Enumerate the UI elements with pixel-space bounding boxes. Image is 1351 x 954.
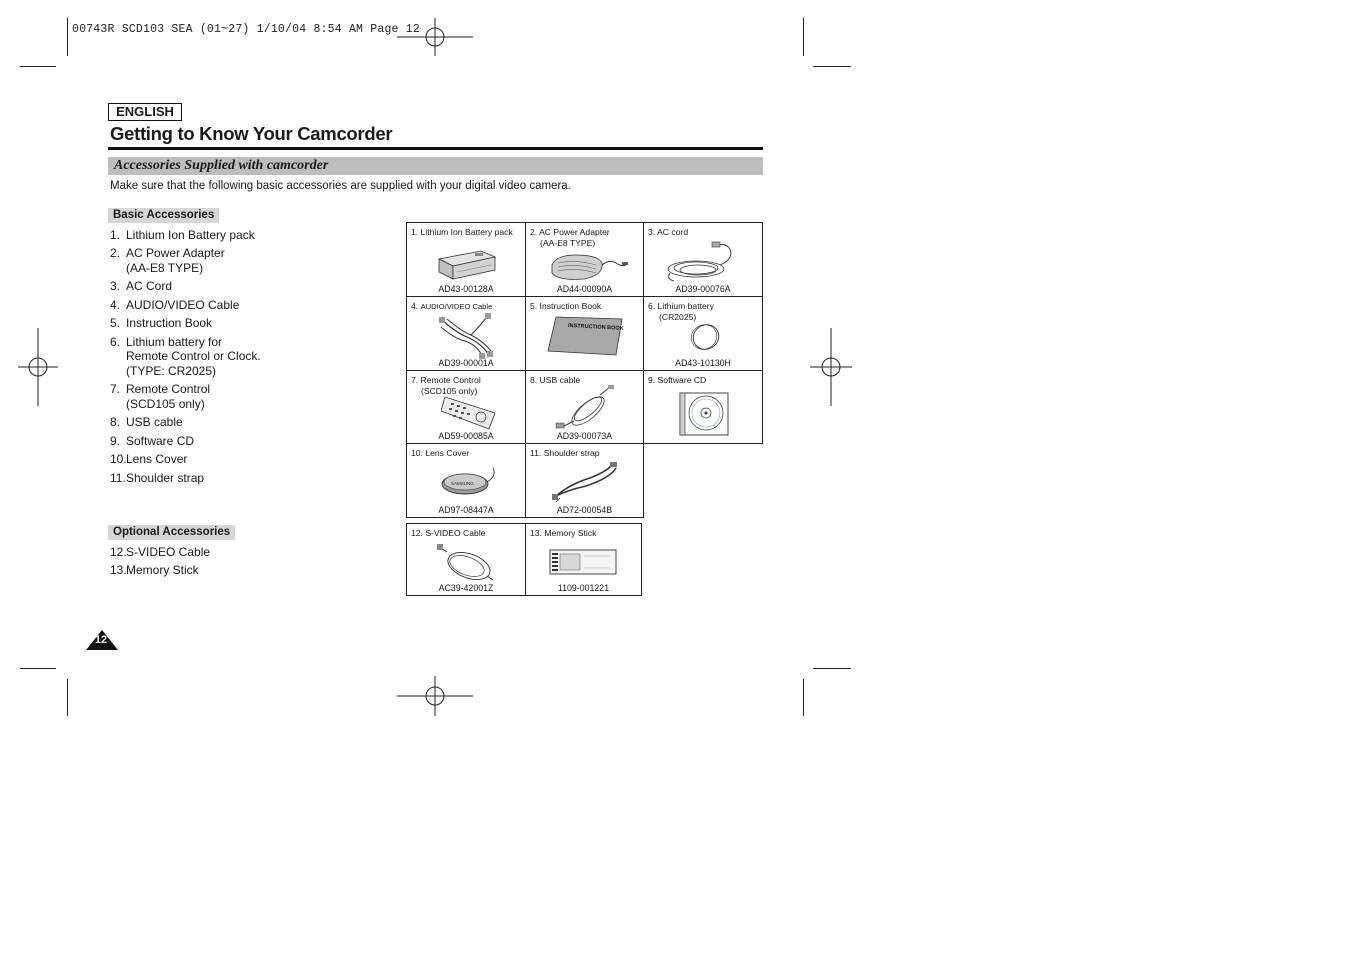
cell-label: 9. Software CD [648,375,707,385]
cell-label: 1. Lithium Ion Battery pack [411,227,513,237]
lens-cover-icon [439,466,501,500]
section-title: Accessories Supplied with camcorder [114,158,329,173]
list-item: 10. Lens Cover [110,452,188,466]
svg-text:SAMSUNG: SAMSUNG [451,481,474,486]
part-code: AD72-00054B [556,505,613,515]
svideo-cable-icon [437,542,497,584]
cell-label: 2. AC Power Adapter (AA-E8 TYPE) [530,227,610,248]
list-item: 12. S-VIDEO Cable [110,545,211,559]
grid-cell-lithium-battery [643,296,763,371]
title-divider [108,147,763,150]
grid-cell-usb-cable [525,370,644,444]
page-title: Getting to Know Your Camcorder [110,123,393,144]
print-header: 00743R SCD103 SEA (01~27) 1/10/04 8:54 AM Page 12 [72,23,420,36]
cell-label: 8. USB cable [530,375,581,385]
grid-cell-av-cable [406,296,526,371]
grid-cell-software-cd [643,370,763,444]
coin-battery-icon [688,323,724,351]
list-item: 2. AC Power Adapter (AA-E8 TYPE) [110,246,225,275]
list-item: 7. Remote Control (SCD105 only) [110,382,211,411]
grid-cell-shoulder-strap [525,443,644,518]
cell-label: 10. Lens Cover [411,448,470,458]
registration-mark-left [18,328,60,406]
list-item: 9. Software CD [110,434,195,448]
part-code: AD97-08447A [438,505,494,515]
list-item: 3. AC Cord [110,279,173,293]
cell-label: 3. AC cord [648,227,689,237]
av-cable-icon [437,313,497,359]
cell-label: 11. Shoulder strap [530,448,600,458]
svg-text:INSTRUCTION BOOK: INSTRUCTION BOOK [567,323,624,332]
memory-stick-icon [548,548,618,576]
part-code: AD39-00076A [675,284,731,294]
optional-accessories-heading: Optional Accessories [108,525,235,540]
cell-label: 4. AUDIO/VIDEO Cable [411,301,493,311]
basic-accessories-heading: Basic Accessories [108,208,219,223]
grid-cell-svideo-cable [406,523,526,596]
page-number: 12 [94,634,108,646]
part-code: AC39-42001Z [438,583,494,593]
list-item: 11. Shoulder strap [110,471,205,485]
list-item: 4. AUDIO/VIDEO Cable [110,298,240,312]
part-code: 1109-001221 [557,583,610,593]
part-code: AD59-00085A [438,431,494,441]
grid-cell-remote-control [406,370,526,444]
part-code: AD39-00073A [556,431,613,441]
grid-cell-instruction-book [525,296,644,371]
cell-label: 5. Instruction Book [530,301,602,311]
page-number-badge [85,629,119,656]
part-code: AD44-00090A [556,284,613,294]
cell-label: 13. Memory Stick [530,528,597,538]
ac-cord-icon [664,239,744,285]
battery-pack-icon [435,245,499,283]
instruction-book-icon [546,315,626,357]
grid-cell-memory-stick [525,523,642,596]
cell-label: 7. Remote Control (SCD105 only) [411,375,481,396]
part-code: AD43-00128A [438,284,494,294]
software-cd-icon [678,391,730,437]
list-item: 13. Memory Stick [110,563,199,577]
cell-label: 6. Lithium battery (CR2025) [648,301,714,322]
grid-cell-ac-adapter [525,222,644,297]
usb-cable-icon [554,385,618,431]
grid-cell-lens-cover [406,443,526,518]
list-item: 8. USB cable [110,415,183,429]
list-item: 6. Lithium battery for Remote Control or Clock. (TYPE: CR2025) [110,335,261,378]
grid-cell-ac-cord [643,222,763,297]
grid-cell-battery [406,222,526,297]
registration-mark-right [810,328,852,406]
cell-label: 12. S-VIDEO Cable [411,528,486,538]
part-code: AD43-10130H [675,358,731,368]
language-badge: ENGLISH [108,103,182,121]
remote-control-icon [441,393,497,431]
part-code: AD39-00001A [438,358,494,368]
list-item: 5. Instruction Book [110,316,213,330]
intro-text: Make sure that the following basic accessories are supplied with your digital video camera. [110,180,571,192]
ac-adapter-icon [546,251,630,285]
list-item: 1. Lithium Ion Battery pack [110,228,255,242]
registration-mark-bottom [397,676,475,716]
section-heading-bar [108,157,763,175]
shoulder-strap-icon [550,460,622,504]
